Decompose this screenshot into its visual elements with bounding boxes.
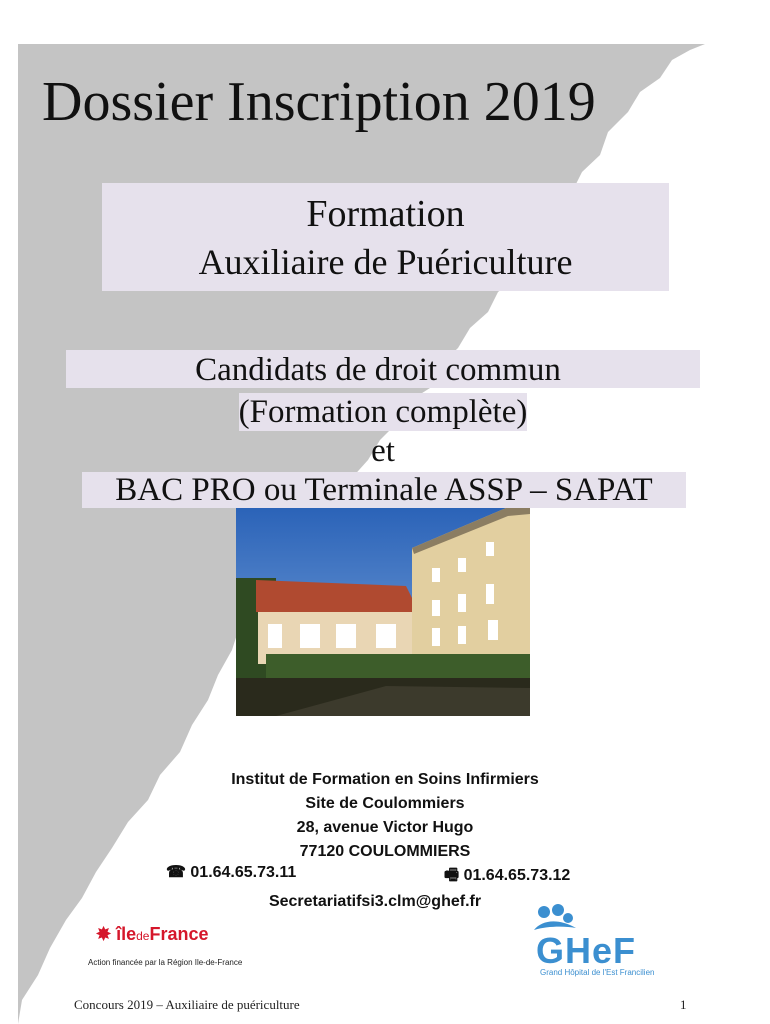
institute-city: 77120 COULOMMIERS <box>299 843 471 860</box>
institute-site: Site de Coulommiers <box>305 795 465 812</box>
fax-row <box>444 864 570 891</box>
region-logo-france: France <box>149 924 209 944</box>
candidats-line2-wrap <box>0 393 766 431</box>
formation-box <box>102 183 669 291</box>
region-caption: Action financée par la Région Ile-de-France <box>88 958 243 967</box>
phone-icon: ☎ <box>166 864 186 881</box>
fax-number: 01.64.65.73.12 <box>463 867 571 884</box>
institute-address: 28, avenue Victor Hugo <box>296 819 474 836</box>
candidats-line1: Candidats de droit commun <box>195 352 561 388</box>
fax-icon: 🖷 <box>444 867 460 884</box>
formation-line1: Formation <box>306 193 465 235</box>
region-star-icon: ✸ <box>96 924 112 944</box>
phone-row <box>166 862 296 882</box>
formation-line2: Auxiliaire de Puériculture <box>198 242 573 282</box>
phone-number: 01.64.65.73.11 <box>190 864 297 881</box>
institute-email: Secretariatifsi3.clm@ghef.fr <box>268 893 482 910</box>
candidats-line2: (Formation complète) <box>238 394 528 430</box>
candidats-line3: et <box>371 433 395 469</box>
ghef-caption: Grand Hôpital de l'Est Francilien <box>540 968 655 977</box>
institute-name: Institut de Formation en Soins Infirmiers <box>231 771 539 788</box>
ghef-logo-text: GHeF <box>536 930 637 971</box>
candidats-line4: BAC PRO ou Terminale ASSP – SAPAT <box>115 472 653 508</box>
region-logo <box>96 924 209 945</box>
region-logo-de: de <box>136 929 150 943</box>
footer-page-number: 1 <box>680 997 687 1012</box>
building-photo <box>236 508 530 716</box>
footer-left: Concours 2019 – Auxiliaire de puériculture <box>74 997 300 1012</box>
document-title: Dossier Inscription 2019 <box>42 71 596 133</box>
region-logo-ile: île <box>116 924 137 944</box>
